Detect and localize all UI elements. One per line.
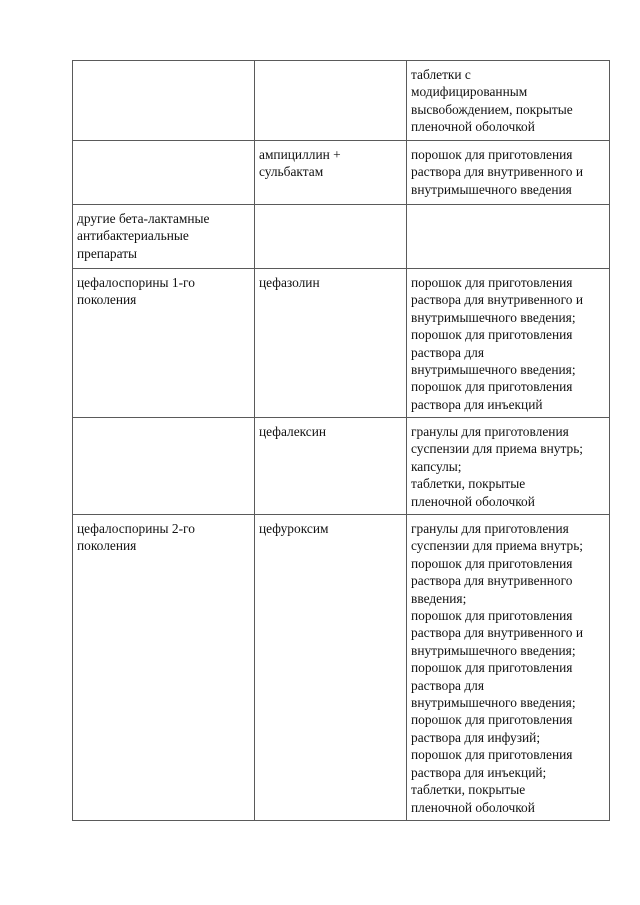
form-line: суспензии для приема внутрь; — [411, 441, 584, 457]
group-name-line: препараты — [77, 245, 138, 261]
form-line: высвобождением, покрытые — [411, 101, 573, 117]
form-line: раствора для внутривенного и — [411, 164, 583, 180]
table-row — [73, 515, 610, 821]
form-line: таблетки, покрытые — [411, 782, 526, 798]
form-line: порошок для приготовления — [411, 327, 573, 343]
form-line: гранулы для приготовления — [411, 521, 569, 536]
form-line: внутримышечного введения; — [411, 309, 576, 325]
form-line: таблетки с — [411, 67, 471, 82]
group-name-line: цефалоспорины 2-го — [77, 521, 195, 536]
form-line: пленочной оболочкой — [411, 799, 535, 815]
forms-cell — [407, 141, 610, 205]
drug-cell — [255, 61, 407, 141]
drug-cell — [255, 269, 407, 418]
form-line: порошок для приготовления — [411, 712, 573, 728]
drug-name-line: цефалексин — [259, 424, 327, 439]
group-name-line: антибактериальные — [77, 228, 189, 244]
group-cell — [73, 205, 255, 269]
table-row — [73, 269, 610, 418]
drug-cell — [255, 141, 407, 205]
table-row — [73, 61, 610, 141]
form-line: введения; — [411, 590, 467, 606]
form-line: внутримышечного введения; — [411, 362, 576, 378]
group-cell — [73, 61, 255, 141]
form-line: раствора для внутривенного и — [411, 625, 583, 641]
drug-cell — [255, 418, 407, 515]
group-name-line: другие бета-лактамные — [77, 211, 210, 226]
form-line: суспензии для приема внутрь; — [411, 538, 584, 554]
form-line: капсулы; — [411, 458, 462, 474]
form-line: раствора для инъекций; — [411, 764, 547, 780]
forms-cell — [407, 61, 610, 141]
form-line: внутримышечного введения — [411, 181, 572, 197]
forms-cell — [407, 515, 610, 821]
form-line: пленочной оболочкой — [411, 493, 535, 509]
form-line: порошок для приготовления — [411, 608, 573, 624]
form-line: пленочной оболочкой — [411, 119, 535, 135]
group-name-line: поколения — [77, 538, 137, 554]
drug-table — [72, 60, 610, 821]
group-name-line: цефалоспорины 1-го — [77, 275, 195, 290]
drug-cell — [255, 205, 407, 269]
forms-cell — [407, 418, 610, 515]
forms-cell — [407, 205, 610, 269]
group-cell — [73, 269, 255, 418]
drug-cell — [255, 515, 407, 821]
form-line: раствора для инъекций — [411, 396, 543, 412]
form-line: модифицированным — [411, 84, 528, 100]
form-line: раствора для — [411, 677, 485, 693]
form-line: внутримышечного введения; — [411, 695, 576, 711]
table-row — [73, 205, 610, 269]
form-line: раствора для внутривенного и — [411, 292, 583, 308]
drug-name-line: цефуроксим — [259, 521, 329, 536]
form-line: раствора для инфузий; — [411, 729, 541, 745]
form-line: порошок для приготовления — [411, 275, 573, 290]
form-line: раствора для внутривенного — [411, 573, 573, 589]
form-line: порошок для приготовления — [411, 147, 573, 162]
form-line: таблетки, покрытые — [411, 476, 526, 492]
form-line: гранулы для приготовления — [411, 424, 569, 439]
table-row — [73, 141, 610, 205]
group-name-line: поколения — [77, 292, 137, 308]
group-cell — [73, 418, 255, 515]
drug-name-line: ампициллин + — [259, 147, 341, 162]
form-line: порошок для приготовления — [411, 660, 573, 676]
form-line: порошок для приготовления — [411, 379, 573, 395]
group-cell — [73, 141, 255, 205]
forms-cell — [407, 269, 610, 418]
form-line: порошок для приготовления — [411, 555, 573, 571]
table-row — [73, 418, 610, 515]
form-line: внутримышечного введения; — [411, 642, 576, 658]
drug-name-line: сульбактам — [259, 164, 324, 180]
group-cell — [73, 515, 255, 821]
form-line: порошок для приготовления — [411, 747, 573, 763]
form-line: раствора для — [411, 344, 485, 360]
drug-name-line: цефазолин — [259, 275, 320, 290]
